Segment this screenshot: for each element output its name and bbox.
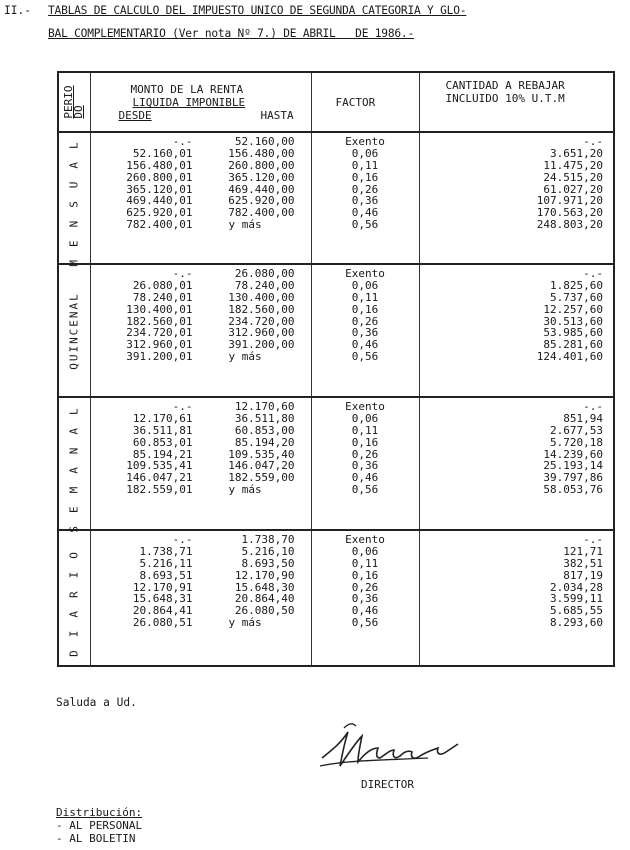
header-factor: FACTOR bbox=[335, 96, 376, 109]
closing-text: Saluda a Ud. bbox=[56, 696, 137, 709]
hasta-value: 85.194,20 bbox=[234, 435, 295, 449]
desde-value: 12.170,61 bbox=[132, 411, 193, 425]
desde-value: 625.920,01 bbox=[126, 206, 193, 220]
hasta-value: 156.480,00 bbox=[228, 146, 295, 160]
header-cantidad-2: INCLUIDO 10% U.T.M bbox=[445, 92, 565, 105]
hasta-value: 469.440,00 bbox=[228, 182, 295, 196]
table-section-mensual bbox=[58, 132, 614, 264]
desde-value: 78.240,01 bbox=[132, 290, 193, 304]
factor-value: Exento bbox=[345, 533, 385, 546]
hasta-value: 782.400,00 bbox=[228, 206, 295, 220]
table-row bbox=[91, 472, 311, 484]
factor-value: 0,06 bbox=[351, 411, 379, 425]
hasta-value: y más bbox=[228, 616, 262, 630]
cantidad-value: 30.513,60 bbox=[543, 314, 603, 328]
hasta-value: 312.960,00 bbox=[228, 326, 295, 340]
hasta-value: 130.400,00 bbox=[228, 290, 295, 304]
desde-value: 26.080,01 bbox=[132, 278, 193, 292]
factor-value: 0,56 bbox=[351, 218, 379, 232]
desde-value: 782.400,01 bbox=[126, 218, 193, 232]
table-row bbox=[91, 570, 311, 582]
table-row bbox=[91, 219, 311, 231]
table-row bbox=[91, 437, 311, 449]
hasta-value: y más bbox=[228, 483, 262, 497]
cantidad-value: 2.034,28 bbox=[550, 580, 603, 594]
hasta-value: 26.080,00 bbox=[234, 267, 295, 280]
factor-value: 0,56 bbox=[351, 483, 379, 497]
header-cantidad-1: CANTIDAD A REBAJAR bbox=[445, 79, 565, 92]
hasta-value: 625.920,00 bbox=[228, 194, 295, 208]
factor-value: 0,26 bbox=[351, 314, 379, 328]
hasta-value: 52.160,00 bbox=[234, 135, 295, 148]
table-row bbox=[91, 160, 311, 172]
factor-value: 0,11 bbox=[351, 158, 379, 172]
table-row bbox=[91, 292, 311, 304]
desde-value: 365.120,01 bbox=[126, 182, 193, 196]
table-row bbox=[91, 546, 311, 558]
cantidad-value: 851,94 bbox=[563, 411, 603, 425]
factor-value: 0,26 bbox=[351, 580, 379, 594]
factor-value: 0,06 bbox=[351, 146, 379, 160]
desde-value: 15.648,31 bbox=[132, 592, 193, 606]
tax-table bbox=[57, 71, 615, 667]
hasta-value: 182.559,00 bbox=[228, 471, 295, 485]
factor-value: 0,36 bbox=[351, 194, 379, 208]
desde-value: -.- bbox=[172, 267, 193, 280]
factor-value: Exento bbox=[345, 267, 385, 280]
desde-value: 26.080,51 bbox=[132, 616, 193, 630]
factor-value: Exento bbox=[345, 400, 385, 413]
desde-value: -.- bbox=[172, 533, 193, 546]
cantidad-value: 5.685,55 bbox=[550, 604, 603, 618]
desde-value: 182.560,01 bbox=[126, 314, 193, 328]
factor-cell bbox=[311, 264, 419, 397]
cantidad-value: 3.651,20 bbox=[550, 146, 603, 160]
desde-value: 469.440,01 bbox=[126, 194, 193, 208]
factor-value: 0,46 bbox=[351, 471, 379, 485]
table-row bbox=[91, 484, 311, 496]
table-row bbox=[91, 172, 311, 184]
cantidad-value: 53.985,60 bbox=[543, 326, 603, 340]
hasta-value: 260.800,00 bbox=[228, 158, 295, 172]
desde-value: -.- bbox=[172, 400, 193, 413]
hasta-value: 1.738,70 bbox=[241, 533, 295, 546]
cantidad-value: -.- bbox=[583, 135, 603, 148]
section-label: QUINCENAL bbox=[67, 291, 81, 370]
table-row bbox=[91, 605, 311, 617]
desde-value: 52.160,01 bbox=[132, 146, 193, 160]
table-row bbox=[91, 558, 311, 570]
factor-value: 0,16 bbox=[351, 302, 379, 316]
cantidad-value: 382,51 bbox=[563, 556, 603, 570]
range-cell bbox=[90, 264, 311, 397]
factor-value: 0,36 bbox=[351, 592, 379, 606]
desde-value: 156.480,01 bbox=[126, 158, 193, 172]
cantidad-value: 124.401,60 bbox=[536, 350, 603, 364]
header-monto-cell bbox=[90, 72, 311, 132]
cantidad-value: 3.599,11 bbox=[550, 592, 603, 606]
table-row bbox=[91, 148, 311, 160]
cantidad-value: 14.239,60 bbox=[543, 447, 603, 461]
desde-value: 12.170,91 bbox=[132, 580, 193, 594]
hasta-value: 365.120,00 bbox=[228, 170, 295, 184]
table-row bbox=[91, 339, 311, 351]
header-periodo: PERIO DO bbox=[62, 85, 86, 119]
desde-value: 391.200,01 bbox=[126, 350, 193, 364]
distribution-item: - AL PERSONAL bbox=[56, 819, 143, 832]
distribution-title: Distribución: bbox=[56, 806, 143, 819]
table-section-semanal bbox=[58, 397, 614, 530]
distribution-item: - AL BOLETIN bbox=[56, 832, 136, 845]
cantidad-value: 12.257,60 bbox=[543, 302, 603, 316]
table-section-diario bbox=[58, 530, 614, 666]
cantidad-value: 25.193,14 bbox=[543, 459, 603, 473]
cantidad-value: 170.563,20 bbox=[536, 206, 603, 220]
document-title-line-1: TABLAS DE CALCULO DEL IMPUESTO UNICO DE SEGUNDA CATEGORIA Y GLO- bbox=[48, 4, 467, 17]
cantidad-value: 1.825,60 bbox=[550, 278, 603, 292]
section-label-cell bbox=[58, 394, 90, 533]
range-cell bbox=[90, 397, 311, 530]
cantidad-value: 24.515,20 bbox=[543, 170, 603, 184]
table-row bbox=[91, 351, 311, 363]
factor-cell bbox=[311, 132, 419, 264]
section-label-cell bbox=[58, 264, 90, 397]
cantidad-value: 58.053,76 bbox=[543, 483, 603, 497]
cantidad-value: 817,19 bbox=[563, 568, 603, 582]
desde-value: 8.693,51 bbox=[139, 568, 193, 582]
factor-value: 0,46 bbox=[351, 604, 379, 618]
hasta-value: 12.170,90 bbox=[234, 568, 295, 582]
cantidad-value: 8.293,60 bbox=[550, 616, 603, 630]
desde-value: 146.047,21 bbox=[126, 471, 193, 485]
hasta-value: 20.864,40 bbox=[234, 592, 295, 606]
cantidad-cell bbox=[419, 264, 614, 397]
table-section-quincenal bbox=[58, 264, 614, 397]
cantidad-value: 2.677,53 bbox=[550, 423, 603, 437]
range-cell bbox=[90, 132, 311, 264]
factor-value: 0,56 bbox=[351, 616, 379, 630]
cantidad-cell bbox=[419, 397, 614, 530]
hasta-value: y más bbox=[228, 350, 262, 364]
cantidad-value: -.- bbox=[583, 267, 603, 280]
factor-value: 0,11 bbox=[351, 556, 379, 570]
table-header-row bbox=[58, 72, 614, 132]
factor-value: 0,16 bbox=[351, 568, 379, 582]
desde-value: 234.720,01 bbox=[126, 326, 193, 340]
signature-title: DIRECTOR bbox=[361, 778, 414, 791]
desde-value: 312.960,01 bbox=[126, 338, 193, 352]
header-desde: DESDE bbox=[118, 109, 152, 122]
cantidad-value: -.- bbox=[583, 400, 603, 413]
section-number: II.- bbox=[4, 4, 31, 17]
header-periodo-cell bbox=[58, 72, 90, 132]
section-label-cell bbox=[58, 129, 90, 267]
hasta-value: 391.200,00 bbox=[228, 338, 295, 352]
factor-value: 0,11 bbox=[351, 423, 379, 437]
desde-value: 182.559,01 bbox=[126, 483, 193, 497]
document-title-line-2: BAL COMPLEMENTARIO (Ver nota Nº 7.) DE ABRIL DE 1986.- bbox=[48, 27, 414, 40]
desde-value: 109.535,41 bbox=[126, 459, 193, 473]
factor-cell bbox=[311, 530, 419, 666]
factor-value: 0,36 bbox=[351, 459, 379, 473]
range-cell bbox=[90, 530, 311, 666]
header-cantidad-cell bbox=[419, 72, 614, 132]
cantidad-value: -.- bbox=[583, 533, 603, 546]
table-row bbox=[91, 425, 311, 437]
factor-value: 0,36 bbox=[351, 326, 379, 340]
factor-value: 0,06 bbox=[351, 278, 379, 292]
header-factor-cell bbox=[311, 72, 419, 132]
desde-value: -.- bbox=[172, 135, 193, 148]
director-signature bbox=[318, 714, 464, 776]
desde-value: 260.800,01 bbox=[126, 170, 193, 184]
table-row bbox=[91, 207, 311, 219]
cantidad-value: 61.027,20 bbox=[543, 182, 603, 196]
hasta-value: 8.693,50 bbox=[241, 556, 295, 570]
factor-value: Exento bbox=[345, 135, 385, 148]
table-row bbox=[91, 413, 311, 425]
header-monto-2: LIQUIDA IMPONIBLE bbox=[132, 96, 246, 109]
factor-value: 0,46 bbox=[351, 206, 379, 220]
hasta-value: 146.047,20 bbox=[228, 459, 295, 473]
hasta-value: 78.240,00 bbox=[234, 278, 295, 292]
desde-value: 1.738,71 bbox=[139, 544, 193, 558]
cantidad-cell bbox=[419, 132, 614, 264]
hasta-value: 234.720,00 bbox=[228, 314, 295, 328]
hasta-value: 36.511,80 bbox=[234, 411, 295, 425]
table-row bbox=[91, 304, 311, 316]
desde-value: 130.400,01 bbox=[126, 302, 193, 316]
factor-value: 0,26 bbox=[351, 182, 379, 196]
cantidad-value: 107.971,20 bbox=[536, 194, 603, 208]
cantidad-value: 5.737,60 bbox=[550, 290, 603, 304]
distribution-block bbox=[56, 806, 142, 845]
desde-value: 5.216,11 bbox=[139, 556, 193, 570]
cantidad-cell bbox=[419, 530, 614, 666]
hasta-value: 60.853,00 bbox=[234, 423, 295, 437]
section-label-cell bbox=[58, 530, 90, 666]
hasta-value: 109.535,40 bbox=[228, 447, 295, 461]
factor-value: 0,16 bbox=[351, 435, 379, 449]
header-monto-1: MONTO DE LA RENTA bbox=[130, 83, 244, 96]
factor-value: 0,56 bbox=[351, 350, 379, 364]
cantidad-value: 39.797,86 bbox=[543, 471, 603, 485]
factor-value: 0,06 bbox=[351, 544, 379, 558]
section-label: MENSUAL bbox=[67, 129, 81, 267]
factor-value: 0,16 bbox=[351, 170, 379, 184]
hasta-value: 182.560,00 bbox=[228, 302, 295, 316]
cantidad-value: 121,71 bbox=[563, 544, 603, 558]
desde-value: 20.864,41 bbox=[132, 604, 193, 618]
cantidad-value: 248.803,20 bbox=[536, 218, 603, 232]
header-hasta: HASTA bbox=[260, 109, 294, 122]
desde-value: 36.511,81 bbox=[132, 423, 193, 437]
factor-value: 0,26 bbox=[351, 447, 379, 461]
section-label: SEMANAL bbox=[67, 394, 81, 533]
section-label: DIARIO bbox=[67, 539, 81, 657]
cantidad-value: 5.720,18 bbox=[550, 435, 603, 449]
table-row bbox=[91, 617, 311, 629]
desde-value: 85.194,21 bbox=[132, 447, 193, 461]
factor-value: 0,46 bbox=[351, 338, 379, 352]
table-row bbox=[91, 280, 311, 292]
hasta-value: 26.080,50 bbox=[234, 604, 295, 618]
factor-value: 0,11 bbox=[351, 290, 379, 304]
hasta-value: 12.170,60 bbox=[234, 400, 295, 413]
hasta-value: 5.216,10 bbox=[241, 544, 295, 558]
hasta-value: 15.648,30 bbox=[234, 580, 295, 594]
hasta-value: y más bbox=[228, 218, 262, 232]
cantidad-value: 85.281,60 bbox=[543, 338, 603, 352]
cantidad-value: 11.475,20 bbox=[543, 158, 603, 172]
factor-cell bbox=[311, 397, 419, 530]
desde-value: 60.853,01 bbox=[132, 435, 193, 449]
